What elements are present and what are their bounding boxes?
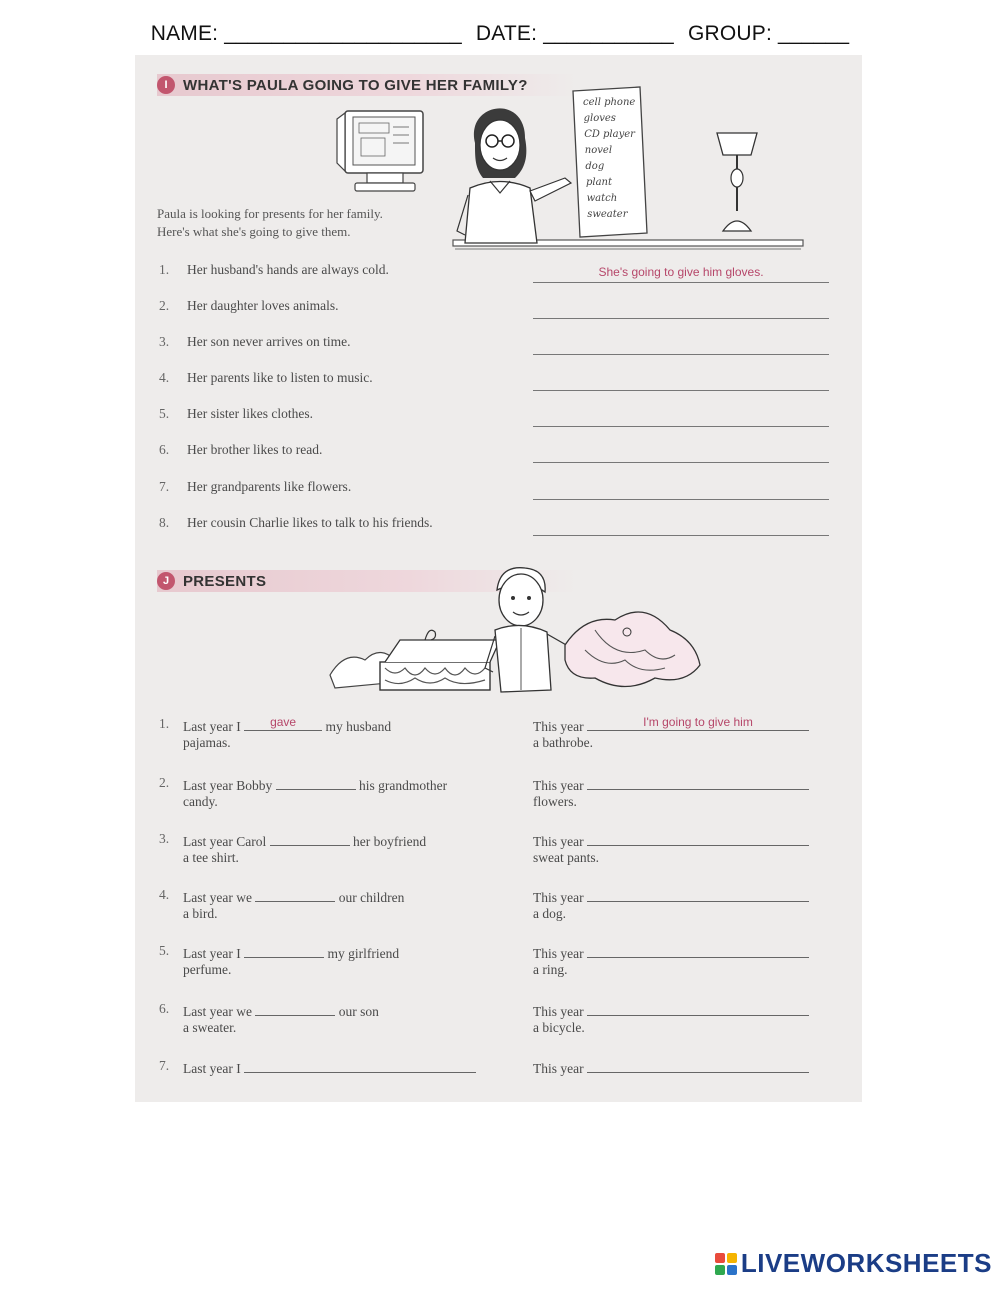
- item-number: 6.: [159, 442, 170, 457]
- item-prompt: Her husband's hands are always cold.: [187, 262, 389, 277]
- this-year-line: [533, 716, 809, 735]
- section-i-badge: I: [157, 76, 175, 94]
- item-number: 2.: [159, 298, 170, 313]
- this-year-blank[interactable]: [587, 1001, 809, 1016]
- woman-icon: [457, 108, 571, 243]
- this-year-label: This year: [533, 719, 584, 734]
- this-year-blank[interactable]: [587, 831, 809, 846]
- intro-line-1: Paula is looking for presents for her family.: [157, 206, 383, 221]
- gift-list-item: plant: [586, 177, 613, 188]
- item-number: 5.: [159, 406, 170, 421]
- last-year-subject: Last year I: [183, 1061, 241, 1076]
- answer-line[interactable]: [533, 418, 829, 427]
- last-year-gift: candy.: [183, 794, 218, 809]
- this-year-line: [533, 943, 809, 962]
- this-year-gift: a dog.: [533, 906, 566, 921]
- last-year-recipient: our children: [338, 890, 405, 905]
- item-number: 7.: [159, 1058, 170, 1073]
- last-year-line: [183, 1058, 476, 1077]
- lamp-icon: [717, 133, 757, 231]
- name-label: NAME: ____________________: [150, 22, 462, 45]
- this-year-label: This year: [533, 1004, 584, 1019]
- this-year-label: This year: [533, 778, 584, 793]
- item-prompt: Her brother likes to read.: [187, 442, 323, 457]
- item-number: 1.: [159, 262, 170, 277]
- exercise-i-item: [157, 406, 837, 426]
- answer-line[interactable]: [533, 454, 829, 463]
- answer-line[interactable]: [533, 346, 829, 355]
- verb-blank[interactable]: [270, 831, 350, 846]
- last-year-line: [183, 887, 404, 906]
- example-answer: She's going to give him gloves.: [598, 265, 764, 279]
- this-year-blank[interactable]: [587, 775, 809, 790]
- man-icon: [485, 568, 575, 692]
- answer-line[interactable]: [533, 527, 829, 536]
- verb-blank[interactable]: [255, 887, 335, 902]
- item-prompt: Her parents like to listen to music.: [187, 370, 373, 385]
- section-i-title: WHAT'S PAULA GOING TO GIVE HER FAMILY?: [183, 76, 528, 94]
- answer-line[interactable]: [533, 382, 829, 391]
- group-label: GROUP: ______: [687, 22, 850, 45]
- answer-line[interactable]: [533, 310, 829, 319]
- last-year-recipient: his grandmother: [358, 778, 448, 793]
- exercise-j-item: [157, 1001, 837, 1041]
- section-j-title: PRESENTS: [183, 572, 267, 590]
- exercise-i-item: [157, 262, 837, 282]
- section-i-intro: [157, 205, 457, 241]
- this-year-label: This year: [533, 890, 584, 905]
- last-year-subject: Last year we: [183, 890, 252, 905]
- this-year-line: [533, 775, 809, 794]
- computer-icon: [337, 111, 423, 191]
- presents-illustration: [325, 560, 725, 705]
- answer-line[interactable]: [533, 265, 829, 283]
- verb-blank[interactable]: [276, 775, 356, 790]
- exercise-j-item: [157, 831, 837, 871]
- exercise-i-item: [157, 370, 837, 390]
- item-number: 7.: [159, 479, 170, 494]
- logo-text: LIVEWORKSHEETS: [740, 1248, 992, 1278]
- this-year-blank[interactable]: [587, 716, 809, 731]
- last-year-gift: perfume.: [183, 962, 232, 977]
- last-year-line: [183, 943, 399, 962]
- gift-list-item: gloves: [583, 113, 616, 124]
- last-year-subject: Last year we: [183, 1004, 252, 1019]
- last-year-recipient: her boyfriend: [352, 834, 427, 849]
- last-year-subject: Last year Carol: [183, 834, 267, 849]
- last-year-gift: pajamas.: [183, 735, 231, 750]
- gift-list-item: cell phone: [583, 97, 636, 108]
- this-year-blank[interactable]: [587, 887, 809, 902]
- this-year-line: [533, 1058, 809, 1077]
- bathrobe-icon: [565, 612, 700, 687]
- verb-blank[interactable]: [255, 1001, 335, 1016]
- exercise-j-item: [157, 887, 837, 927]
- item-number: 5.: [159, 943, 170, 958]
- this-year-line: [533, 887, 809, 906]
- this-year-gift: a bathrobe.: [533, 735, 593, 750]
- last-year-line: [183, 831, 426, 850]
- intro-line-2: Here's what she's going to give them.: [157, 224, 351, 239]
- gift-list-item: sweater: [587, 209, 628, 220]
- item-number: 6.: [159, 1001, 170, 1016]
- last-year-recipient: my girlfriend: [327, 946, 400, 961]
- this-year-gift: a bicycle.: [533, 1020, 585, 1035]
- item-prompt: Her cousin Charlie likes to talk to his friends.: [187, 515, 433, 530]
- this-year-label: This year: [533, 946, 584, 961]
- verb-blank[interactable]: [244, 943, 324, 958]
- last-year-subject: Last year I: [183, 946, 241, 961]
- item-number: 3.: [159, 831, 170, 846]
- exercise-j-item: [157, 1058, 837, 1098]
- item-prompt: Her daughter loves animals.: [187, 298, 339, 313]
- item-number: 8.: [159, 515, 170, 530]
- sentence-blank[interactable]: [244, 1058, 476, 1073]
- exercise-i-item: [157, 442, 837, 462]
- last-year-line: [183, 775, 447, 794]
- exercise-i-item: [157, 515, 837, 535]
- gift-list-item: CD player: [584, 129, 635, 140]
- this-year-label: This year: [533, 834, 584, 849]
- this-year-line: [533, 831, 809, 850]
- liveworksheets-logo: [715, 1248, 992, 1279]
- item-prompt: Her grandparents like flowers.: [187, 479, 352, 494]
- last-year-gift: a bird.: [183, 906, 218, 921]
- exercise-i-item: [157, 298, 837, 318]
- scanned-page: [135, 55, 862, 1102]
- last-year-line: [183, 1001, 379, 1020]
- exercise-i-item: [157, 334, 837, 354]
- this-year-line: [533, 1001, 809, 1020]
- gift-list-paper-icon: [573, 87, 647, 237]
- last-year-recipient: our son: [338, 1004, 379, 1019]
- last-year-gift: a sweater.: [183, 1020, 237, 1035]
- worksheet-header: [0, 22, 1000, 46]
- item-number: 4.: [159, 887, 170, 902]
- last-year-subject: Last year I: [183, 719, 241, 734]
- this-year-blank[interactable]: [587, 943, 809, 958]
- last-year-recipient: my husband: [325, 719, 392, 734]
- exercise-j-item: [157, 943, 837, 983]
- item-number: 3.: [159, 334, 170, 349]
- exercise-j-item: [157, 775, 837, 815]
- item-prompt: Her son never arrives on time.: [187, 334, 351, 349]
- gift-list-item: dog: [585, 161, 605, 172]
- exercise-j-item: [157, 716, 837, 756]
- gift-list-item: watch: [586, 193, 618, 204]
- last-year-subject: Last year Bobby: [183, 778, 273, 793]
- example-verb: gave: [270, 715, 297, 729]
- this-year-gift: flowers.: [533, 794, 577, 809]
- date-label: DATE: ___________: [475, 22, 674, 45]
- gift-list-item: novel: [584, 145, 613, 156]
- verb-blank[interactable]: [244, 716, 322, 731]
- item-prompt: Her sister likes clothes.: [187, 406, 313, 421]
- gift-box-icon: [330, 630, 500, 690]
- logo-squares-icon: [715, 1253, 737, 1275]
- this-year-gift: sweat pants.: [533, 850, 599, 865]
- item-number: 2.: [159, 775, 170, 790]
- this-year-blank[interactable]: [587, 1058, 809, 1073]
- last-year-line: [183, 716, 391, 735]
- item-number: 1.: [159, 716, 170, 731]
- this-year-gift: a ring.: [533, 962, 568, 977]
- example-answer: I'm going to give him: [643, 715, 753, 729]
- item-number: 4.: [159, 370, 170, 385]
- last-year-gift: a tee shirt.: [183, 850, 239, 865]
- this-year-label: This year: [533, 1061, 584, 1076]
- exercise-i-item: [157, 479, 837, 499]
- answer-line[interactable]: [533, 491, 829, 500]
- section-j-badge: J: [157, 572, 175, 590]
